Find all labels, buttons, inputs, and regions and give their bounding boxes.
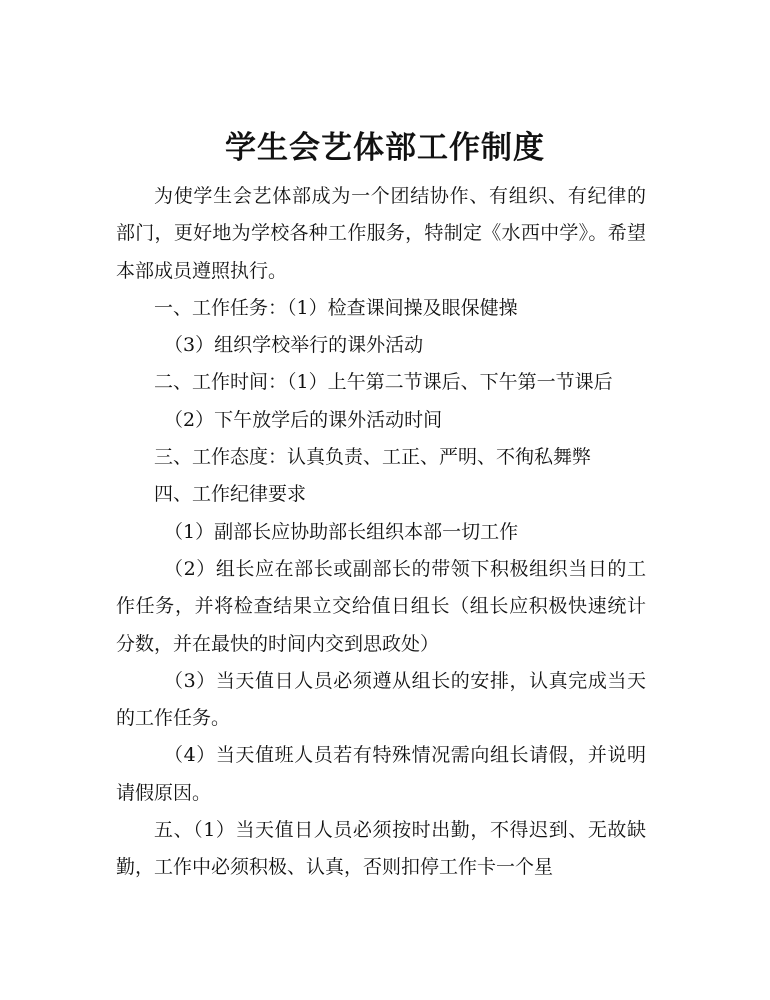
paragraph-work-time-item: （2）下午放学后的课外活动时间 [164,408,443,431]
paragraph-work-tasks: 一、工作任务：（1）检查课间操及眼保健操 [154,296,518,319]
paragraph-work-attitude: 三、工作态度：认真负责、工正、严明、不徇私舞弊 [154,446,592,469]
paragraph-discipline-item-3: （3）当天值日人员必须遵从组长的安排，认真完成当天的工作任务。 [116,669,646,730]
paragraph-intro: 为使学生会艺体部成为一个团结协作、有组织、有纪律的部门，更好地为学校各种工作服务，特制定《水西中学》。希望本部成员遵照执行。 [116,185,646,282]
paragraph-section-five: 五、（1）当天值日人员必须按时出勤，不得迟到、无故缺勤，工作中必须积极、认真，否则扣停工作卡一个星 [116,819,646,879]
paragraph-discipline-item-2: （2）组长应在部长或副部长的带领下积极组织当日的工作任务，并将检查结果立交给值日组长（组长应积极快速统计分数，并在最快的时间内交到思政处） [116,557,646,655]
document-body [116,178,646,887]
paragraph-discipline-item-4: （4）当天值班人员若有特殊情况需向组长请假，并说明请假原因。 [116,744,646,804]
paragraph-work-time: 二、工作时间：（1）上午第二节课后、下午第一节课后 [154,371,613,394]
paragraph-discipline-item-1: （1）副部长应协助部长组织本部一切工作 [164,520,519,543]
document-title: 学生会艺体部工作制度 [225,130,545,166]
paragraph-discipline-heading: 四、工作纪律要求 [154,483,307,506]
paragraph-work-tasks-item: （3）组织学校举行的课外活动 [164,334,424,357]
